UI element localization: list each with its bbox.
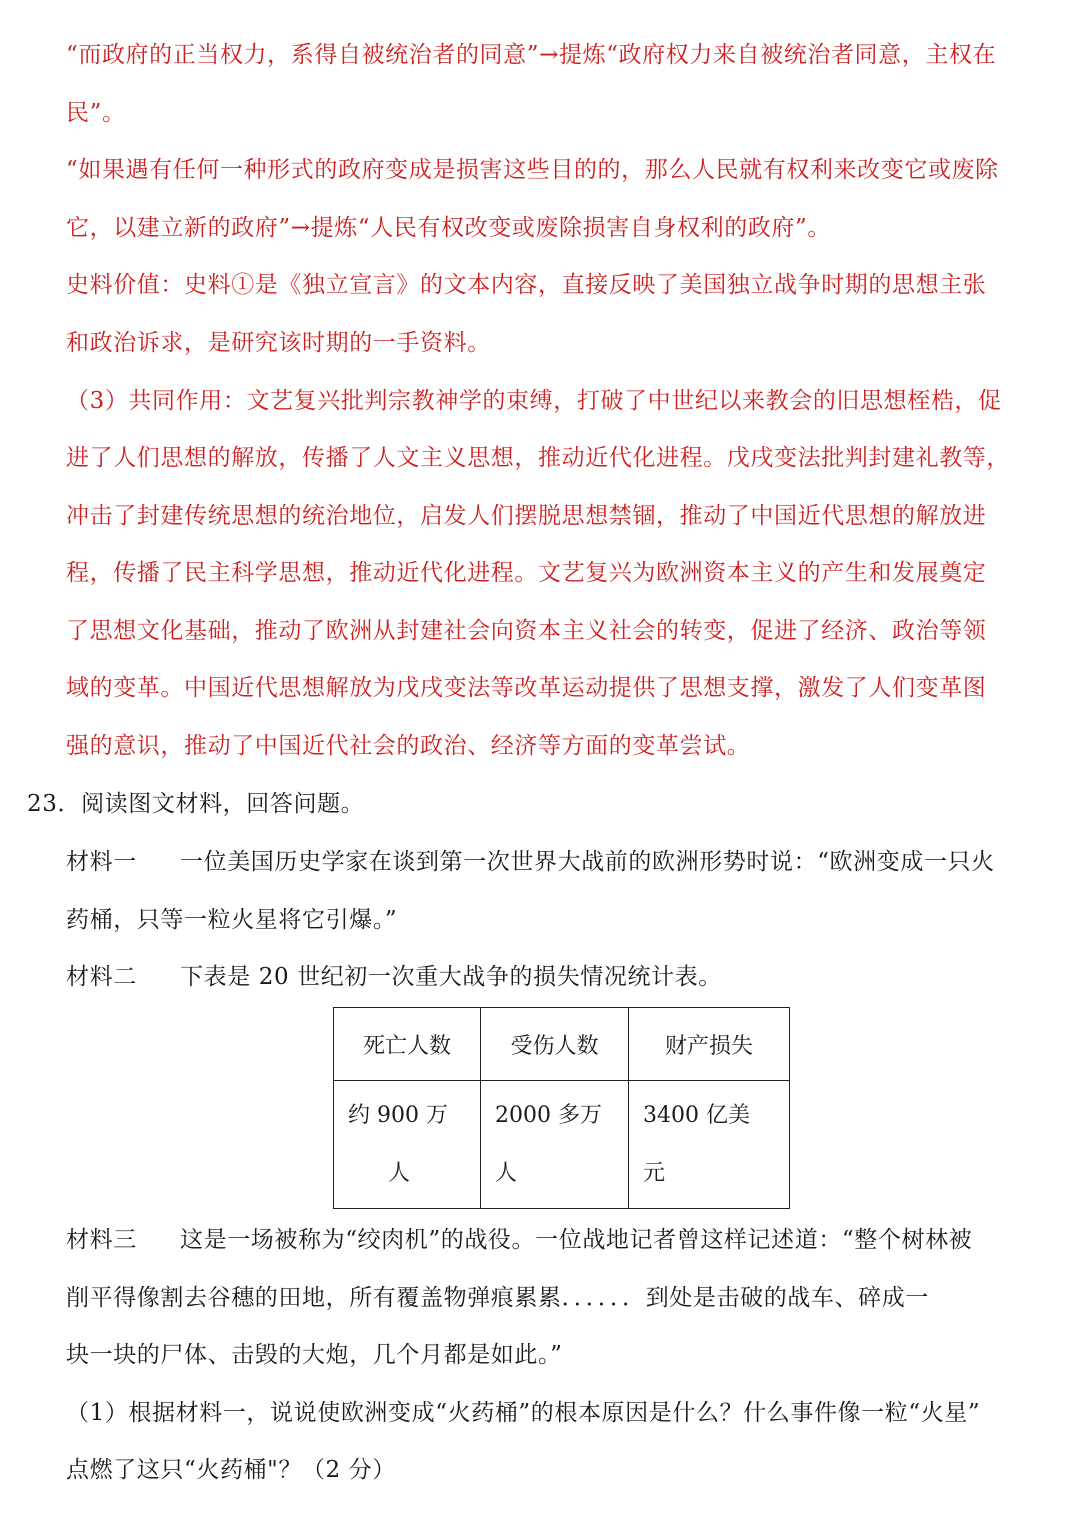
answer-line: 冲击了封建传统思想的统治地位，启发人们摆脱思想禁锢，推动了中国近代思想的解放进 xyxy=(66,503,987,529)
material-one xyxy=(66,845,1056,879)
material-text: 削平得像割去谷穗的田地，所有覆盖物弹痕累累．．．．．．到处是击破的战车、碎成一 xyxy=(66,1285,929,1311)
answer-line: 域的变革。中国近代思想解放为戊戌变法等改革运动提供了思想支撑，激发了人们变革图 xyxy=(66,675,987,701)
table-cell xyxy=(629,1081,790,1209)
table-header-cell: 财产损失 xyxy=(629,1008,790,1081)
material-text: 下表是 20 世纪初一次重大战争的损失情况统计表。 xyxy=(180,964,722,990)
answer-line: 民”。 xyxy=(66,100,126,126)
material-label: 材料一 xyxy=(66,849,137,875)
table-header-row xyxy=(334,1008,790,1081)
cell-line: 人 xyxy=(388,1160,411,1186)
answer-line: “如果遇有任何一种形式的政府变成是损害这些目的的，那么人民就有权利来改变它或废除 xyxy=(66,157,999,183)
material-three xyxy=(66,1223,1056,1257)
material-text: 块一块的尸体、击毁的大炮，几个月都是如此。” xyxy=(66,1342,563,1368)
cell-line: 3400 亿美 xyxy=(643,1102,750,1128)
table-header-cell: 死亡人数 xyxy=(334,1008,481,1081)
cell-line: 2000 多万 xyxy=(495,1102,602,1128)
answer-line: 了思想文化基础，推动了欧洲从封建社会向资本主义社会的转变，促进了经济、政治等领 xyxy=(66,618,987,644)
answer-line: 它，以建立新的政府”→提炼“人民有权改变或废除损害自身权利的政府”。 xyxy=(66,215,831,241)
answer-line: 程，传播了民主科学思想，推动近代化进程。文艺复兴为欧洲资本主义的产生和发展奠定 xyxy=(66,560,987,586)
answer-line: “而政府的正当权力，系得自被统治者的同意”→提炼“政府权力来自被统治者同意，主权在 xyxy=(66,42,997,68)
answer-line: 强的意识，推动了中国近代社会的政治、经济等方面的变革尝试。 xyxy=(66,733,751,759)
table-row xyxy=(334,1081,790,1209)
answer-line: 进了人们思想的解放，传播了人文主义思想，推动近代化进程。戊戌变法批判封建礼教等， xyxy=(66,445,1010,471)
sub-question: （1）根据材料一，说说使欧洲变成“火药桶”的根本原因是什么？什么事件像一粒“火星” xyxy=(66,1400,981,1426)
table-cell xyxy=(481,1081,629,1209)
material-label: 材料三 xyxy=(66,1227,137,1253)
material-label: 材料二 xyxy=(66,964,137,990)
cell-line: 人 xyxy=(495,1160,518,1186)
material-two xyxy=(66,960,1056,994)
table-cell xyxy=(334,1081,481,1209)
answer-line: 史料价值：史料①是《独立宣言》的文本内容，直接反映了美国独立战争时期的思想主张 xyxy=(66,272,987,298)
sub-question: 点燃了这只“火药桶"？（2 分） xyxy=(66,1457,396,1483)
table-header-cell: 受伤人数 xyxy=(481,1008,629,1081)
cell-line: 约 900 万 xyxy=(348,1102,448,1128)
answer-line: 和政治诉求，是研究该时期的一手资料。 xyxy=(66,330,491,356)
question-title: 23．阅读图文材料，回答问题。 xyxy=(27,791,365,817)
answer-line: （3）共同作用：文艺复兴批判宗教神学的束缚，打破了中世纪以来教会的旧思想桎梏，促 xyxy=(66,388,1002,414)
material-text: 这是一场被称为“绞肉机”的战役。一位战地记者曾这样记述道：“整个树林被 xyxy=(180,1227,973,1253)
loss-statistics-table xyxy=(333,1007,790,1209)
cell-line: 元 xyxy=(643,1160,666,1186)
material-text: 药桶，只等一粒火星将它引爆。” xyxy=(66,907,398,933)
material-text: 一位美国历史学家在谈到第一次世界大战前的欧洲形势时说：“欧洲变成一只火 xyxy=(180,849,995,875)
